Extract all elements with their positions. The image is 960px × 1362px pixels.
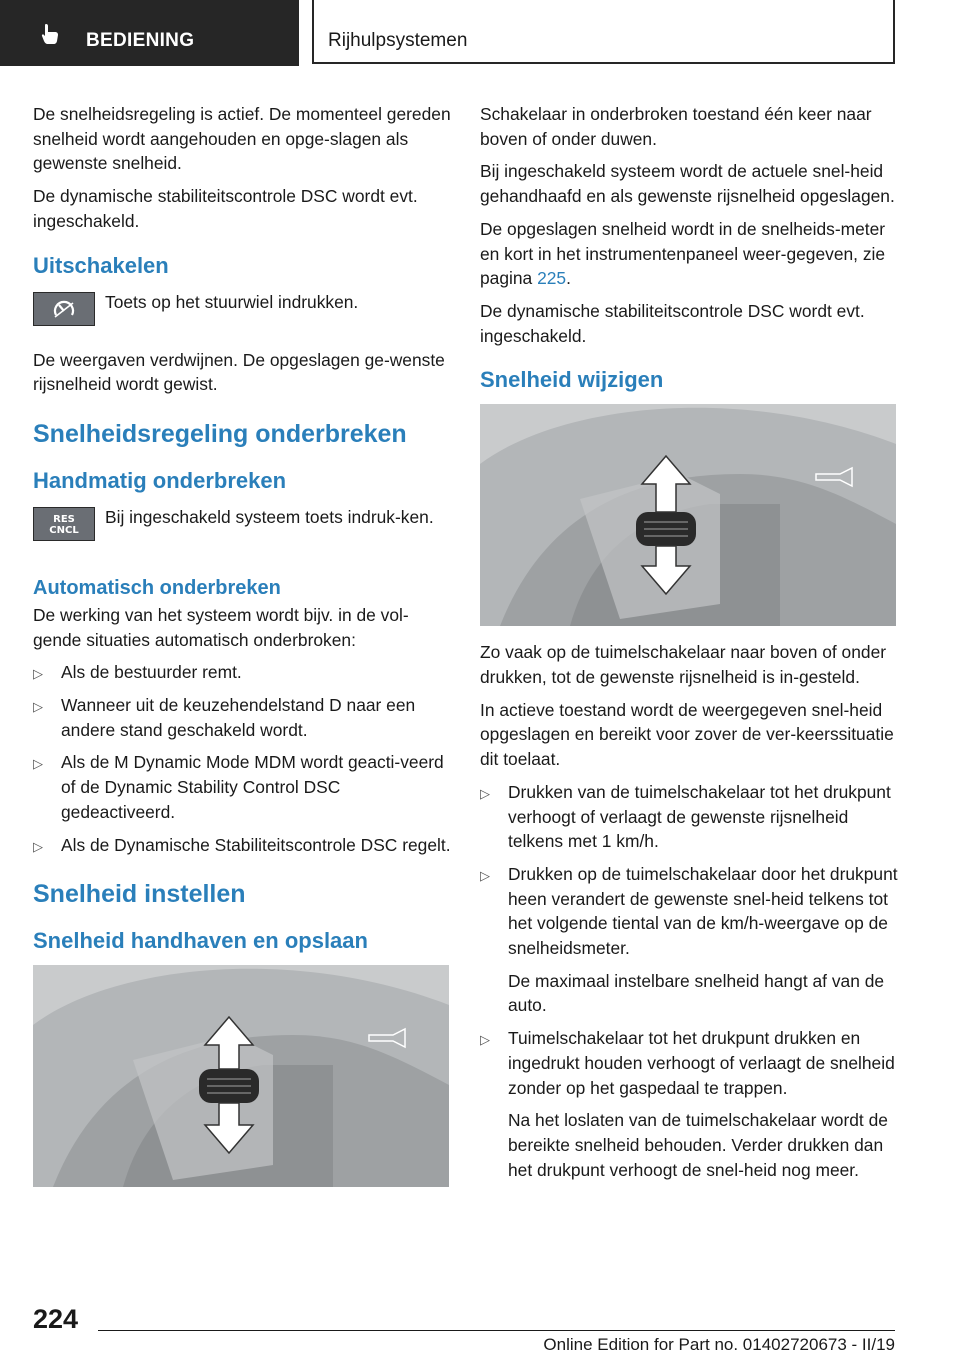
heading-handmatig: Handmatig onderbreken [33, 467, 287, 493]
paragraph: De snelheidsregeling is actief. De momenteel gereden snelheid wordt aangehouden en opge-slagen als gewenste snelheid. [33, 104, 451, 174]
res-cncl-button-icon [33, 507, 95, 541]
page-number: 224 [33, 1304, 79, 1334]
page-link[interactable]: 225 [537, 268, 567, 289]
uitschakelen-row [33, 290, 453, 340]
paragraph: De weergaven verdwijnen. De opgeslagen ge-wenste rijsnelheid wordt gewist. [33, 349, 445, 395]
list-item: ▷ Wanneer uit de keuzehendelstand D naar een andere stand geschakeld wordt. [33, 695, 416, 740]
list-item-note: Na het loslaten van de tuimelschakelaar wordt de bereikte snelheid behouden. Verder drukken dan het drukpunt verhoogt de snel-heid nog meer. [508, 1110, 888, 1180]
triangle-bullet-icon: ▷ [480, 1032, 490, 1048]
hand-pointer-icon [40, 23, 60, 45]
list-item: ▷ Als de bestuurder remt. [33, 660, 453, 685]
uitschakelen-text: Toets op het stuurwiel indrukken. [105, 291, 359, 312]
heading-onderbreken: Snelheidsregeling onderbreken [33, 419, 407, 448]
paragraph: Bij ingeschakeld systeem wordt de actuele snel-heid gehandhaafd en als gewenste rijsnelheid opgeslagen. [480, 161, 895, 207]
bullet-list [33, 660, 453, 857]
list-item: ▷ Drukken op de tuimelschakelaar door het drukpunt heen verandert de gewenste snel-heid telkens tot het volgende tiental van de km/h-weergave op de snelheidsmeter. De maximaal instelbare snelheid hangt af van de auto. [480, 862, 900, 1018]
cruise-control-off-icon [33, 292, 95, 326]
handmatig-text: Bij ingeschakeld systeem toets indruk-ken. [105, 506, 434, 527]
list-item: ▷ Als de M Dynamic Mode MDM wordt geacti-veerd of de Dynamic Stability Control DSC gedeactiveerd. [33, 752, 444, 822]
heading-automatisch: Automatisch onderbreken [33, 576, 281, 599]
list-item: ▷ Als de Dynamische Stabiliteitscontrole DSC regelt. [33, 833, 453, 858]
heading-wijzigen: Snelheid wijzigen [480, 367, 664, 393]
right-column [480, 102, 900, 1190]
chapter-title: Rijhulpsystemen [328, 30, 468, 51]
list-item: ▷ Tuimelschakelaar tot het drukpunt drukken en ingedrukt houden verhoogt of verlaagt de snelheid zonder op het gaspedaal te trappen. Na het loslaten van de tuimelschakelaar wordt de bereikte snelheid behouden. Verder drukken dan het drukpunt verhoogt de snel-heid nog meer. [480, 1026, 900, 1182]
res-label: RES [53, 513, 75, 525]
triangle-bullet-icon: ▷ [33, 666, 43, 682]
triangle-bullet-icon: ▷ [480, 785, 490, 801]
paragraph: Zo vaak op de tuimelschakelaar naar boven of onder drukken, tot de gewenste rijsnelheid is in-gesteld. [480, 642, 887, 688]
section-tab[interactable] [0, 0, 299, 66]
heading-uitschakelen: Uitschakelen [33, 252, 169, 278]
chapter-header [312, 0, 895, 64]
left-column [33, 102, 453, 1187]
paragraph: In actieve toestand wordt de weergegeven snel-heid opgeslagen en bereikt voor zover de ver-keerssituatie dit toelaat. [480, 699, 894, 770]
triangle-bullet-icon: ▷ [33, 756, 43, 772]
triangle-bullet-icon: ▷ [480, 867, 490, 883]
heading-instellen: Snelheid instellen [33, 880, 246, 909]
list-item: ▷ Drukken van de tuimelschakelaar tot het drukpunt verhoogt of verlaagt de gewenste rijsnelheid telkens met 1 km/h. [480, 781, 891, 852]
cncl-label: CNCL [49, 524, 79, 536]
steering-wheel-rocker-image [480, 404, 896, 626]
paragraph: De werking van het systeem wordt bijv. in de vol-gende situaties automatisch onderbroken: [33, 604, 409, 650]
steering-wheel-rocker-image [33, 965, 449, 1187]
handmatig-row [33, 505, 453, 555]
triangle-bullet-icon: ▷ [33, 838, 43, 854]
section-tab-label: BEDIENING [86, 30, 195, 51]
triangle-bullet-icon: ▷ [33, 699, 43, 715]
footer-edition: Online Edition for Part no. 01402720673 - II/19 [543, 1335, 895, 1354]
paragraph: De opgeslagen snelheid wordt in de snelheids-meter en kort in het instrumentenpaneel weer-gegeven, zie pagina 225. [480, 218, 886, 289]
bullet-list [480, 780, 900, 1183]
footer-divider [98, 1330, 895, 1331]
heading-handhaven: Snelheid handhaven en opslaan [33, 928, 368, 954]
list-item-note: De maximaal instelbare snelheid hangt af van de auto. [508, 970, 885, 1016]
paragraph: De dynamische stabiliteitscontrole DSC wordt evt. ingeschakeld. [480, 300, 865, 346]
paragraph: De dynamische stabiliteitscontrole DSC wordt evt. ingeschakeld. [33, 186, 418, 231]
paragraph: Schakelaar in onderbroken toestand één keer naar boven of onder duwen. [480, 104, 872, 149]
